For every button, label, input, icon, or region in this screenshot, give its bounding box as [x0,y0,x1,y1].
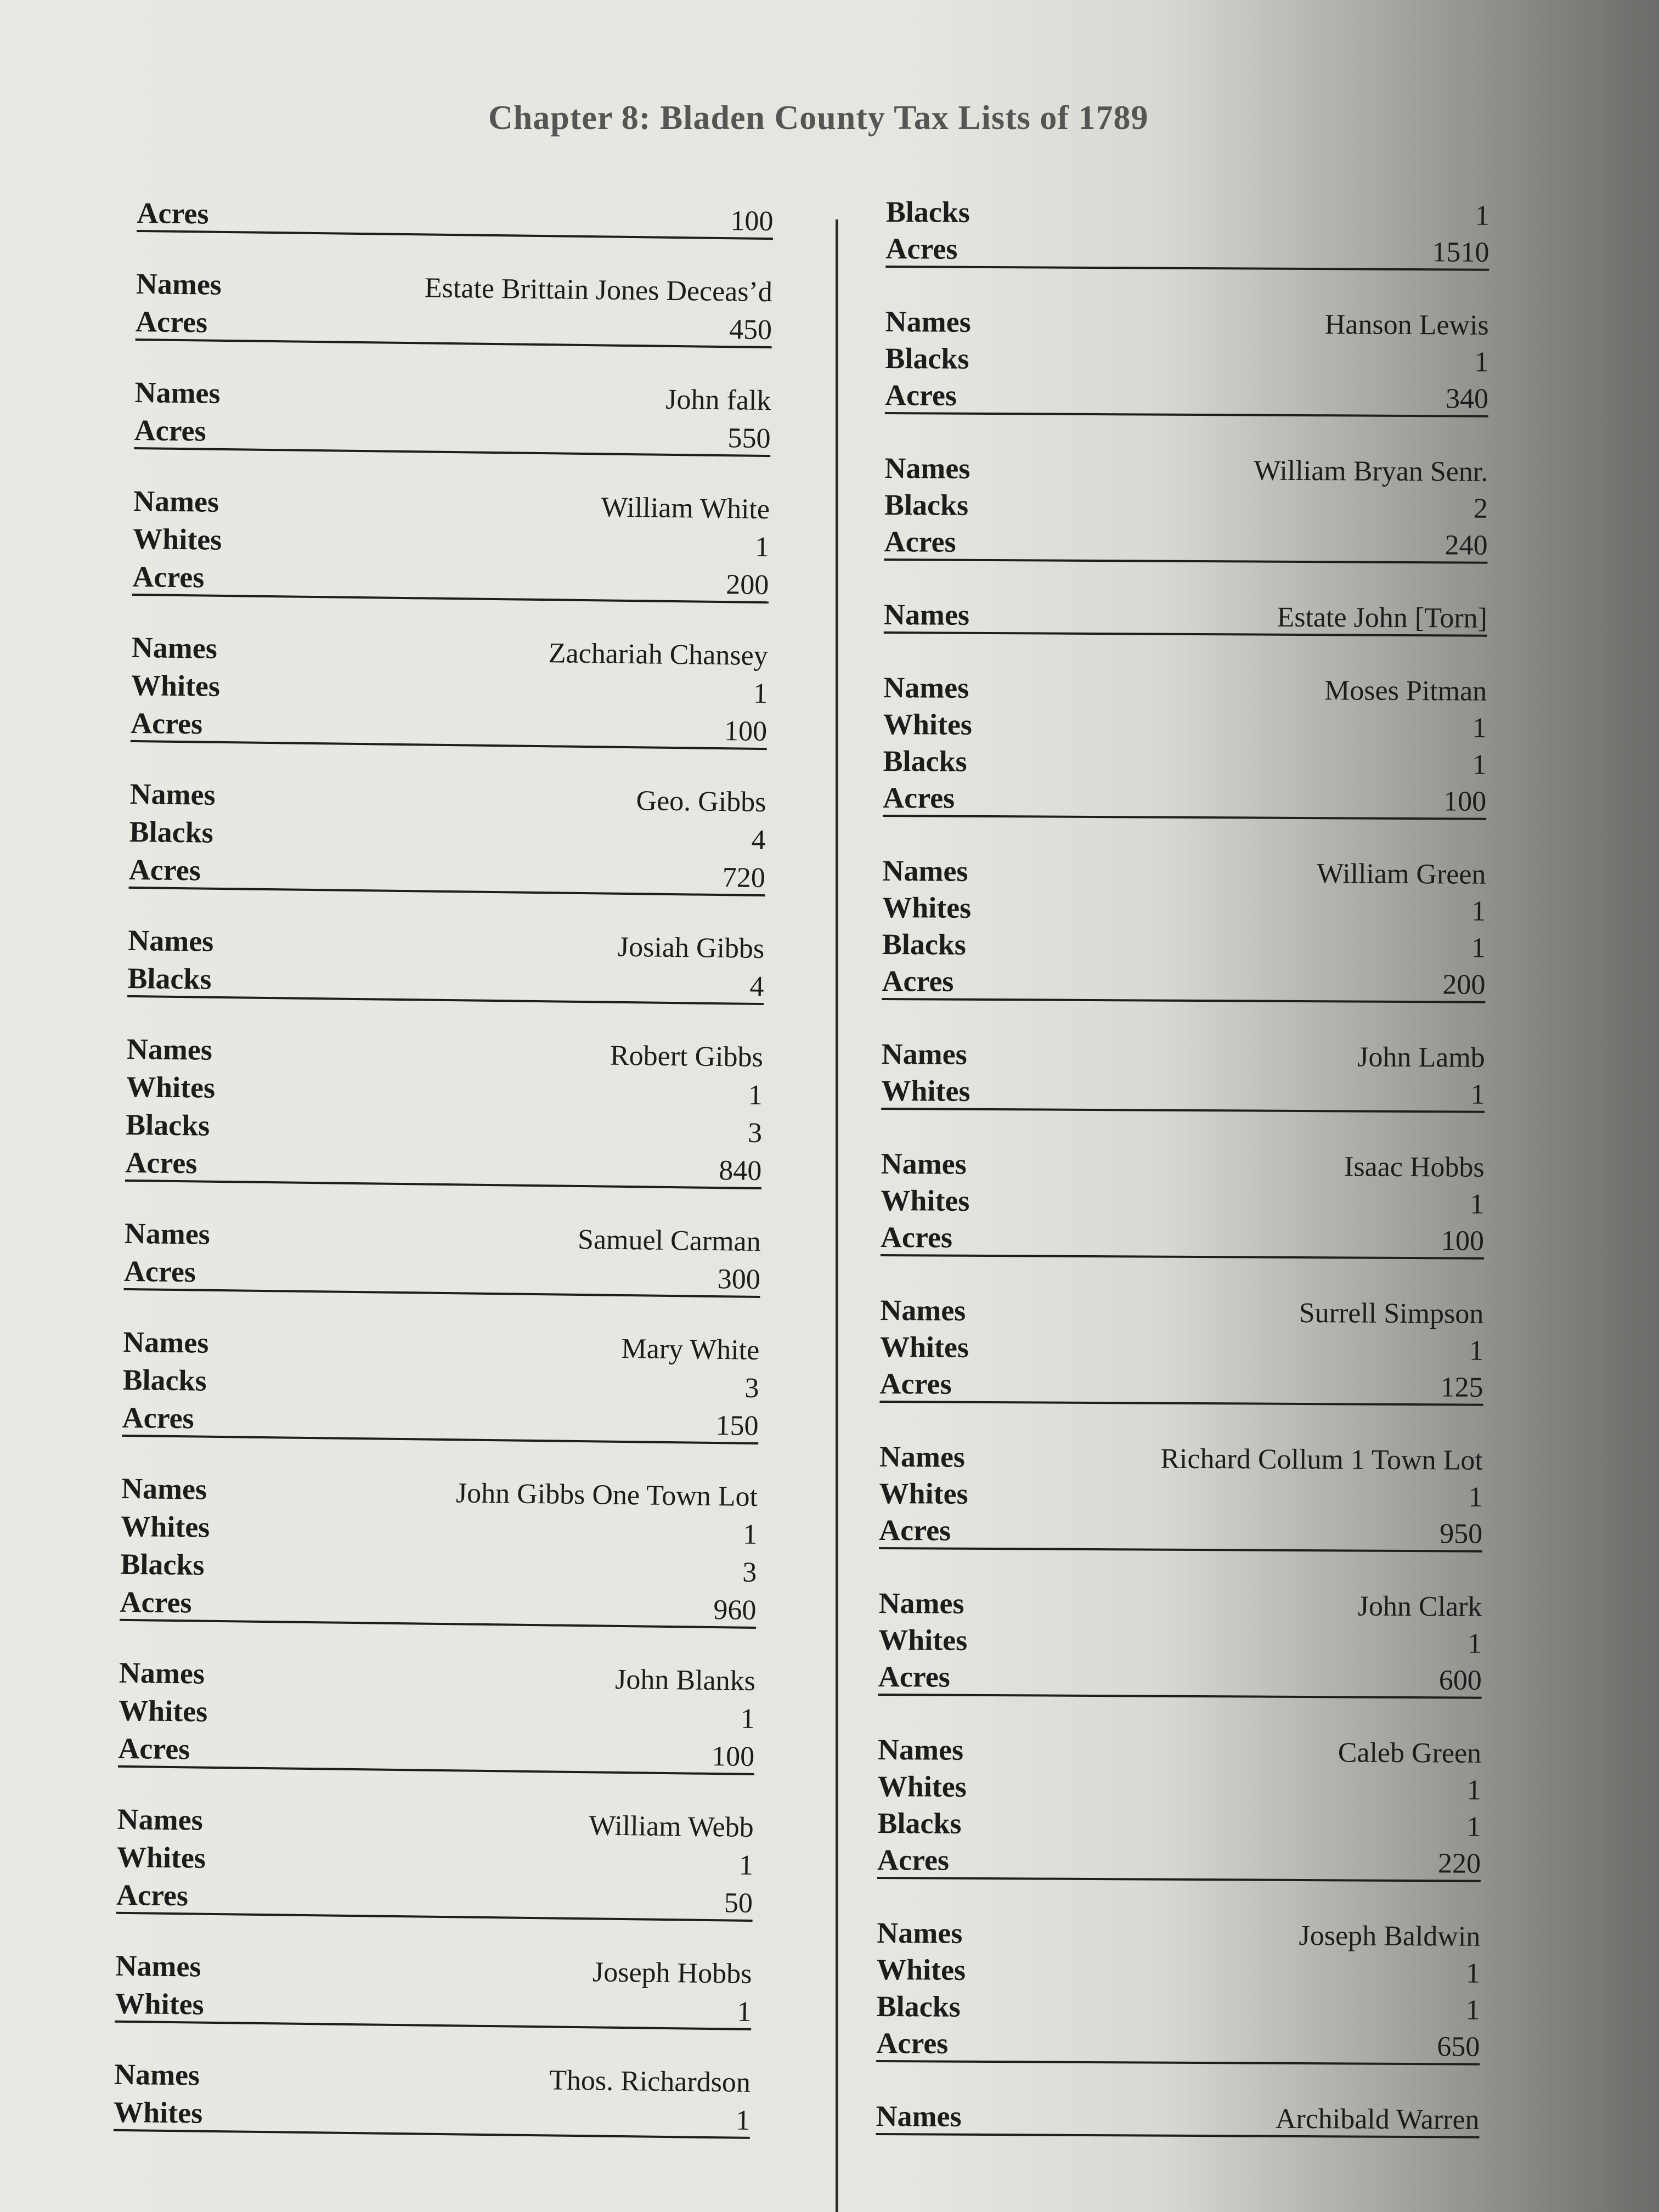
field-label: Blacks [883,744,967,778]
field-value: Estate Brittain Jones Deceas’d [424,272,773,308]
field-value: 1 [1466,1774,1481,1806]
record-line [118,1728,755,1775]
record-line [877,1950,1480,1990]
field-value: 2 [1473,493,1488,524]
tax-record [882,851,1486,1003]
field-value: William Green [1317,858,1486,890]
record-line [884,595,1487,637]
field-label: Acres [878,1660,950,1694]
record-line [124,1250,761,1298]
field-label: Whites [877,1769,967,1803]
tax-record [132,480,770,603]
field-label: Whites [876,1953,966,1987]
field-label: Acres [134,413,207,448]
field-value: John Gibbs One Town Lot [455,1477,758,1513]
tax-record [884,595,1487,637]
field-value: 1 [1468,1481,1483,1513]
record-line [878,1657,1482,1699]
field-label: Whites [131,668,221,703]
field-value: 4 [751,824,766,856]
field-label: Names [117,1802,204,1837]
field-value: Richard Collum 1 Town Lot [1160,1443,1483,1476]
field-label: Acres [876,2026,949,2060]
record-line [879,1474,1482,1514]
field-label: Whites [132,522,222,556]
field-value: 300 [717,1263,761,1296]
record-line [877,1803,1481,1843]
field-value: 960 [713,1594,757,1626]
field-label: Acres [885,232,958,266]
record-line [884,448,1488,488]
record-line [885,229,1489,271]
field-label: Names [877,1733,964,1767]
record-line [877,1840,1481,1882]
field-label: Whites [116,1840,206,1875]
field-value: 50 [724,1887,753,1919]
record-line [884,485,1488,525]
tax-record [877,1730,1481,1882]
field-value: 200 [725,569,769,601]
field-label: Acres [120,1585,192,1620]
field-value: 220 [1437,1848,1481,1880]
field-label: Names [884,451,970,485]
tax-record [134,371,771,457]
record-line [884,522,1487,564]
field-value: 1 [735,2104,751,2136]
field-label: Names [883,597,970,631]
record-line [879,1510,1482,1553]
field-label: Acres [879,1367,952,1401]
field-value: John Blanks [614,1663,756,1697]
record-line [878,1730,1481,1770]
tax-record [128,773,766,896]
field-value: 550 [727,422,771,455]
record-line [136,301,772,348]
field-value: Samuel Carman [577,1223,761,1258]
record-line [877,1987,1480,2027]
field-value: John Lamb [1357,1041,1485,1074]
field-value: William White [601,492,770,526]
field-value: 3 [744,1372,759,1404]
field-label: Names [121,1471,207,1506]
record-line [882,924,1486,964]
field-label: Names [881,1037,967,1071]
left-column [113,192,774,2170]
record-line [882,888,1486,928]
field-value: 125 [1440,1372,1483,1403]
field-label: Whites [879,1476,968,1510]
field-value: 600 [1438,1664,1482,1696]
field-value: 1 [1468,1628,1482,1660]
field-value: 1 [738,1849,754,1881]
page-title: Chapter 8: Bladen County Tax Lists of 1789 [488,99,1149,137]
record-line [883,704,1487,744]
field-value: Zachariah Chansey [548,637,769,672]
field-label: Acres [122,1401,195,1435]
field-value: 340 [1445,383,1489,415]
field-label: Blacks [122,1363,207,1397]
field-label: Whites [879,1330,969,1364]
field-value: 840 [718,1155,762,1187]
field-label: Blacks [884,488,969,522]
field-label: Acres [879,1513,951,1547]
tax-record [124,1212,761,1298]
tax-record [876,1913,1480,2066]
record-line [137,192,774,240]
tax-record [127,919,765,1005]
field-label: Names [123,1325,209,1359]
record-line [881,1181,1484,1221]
field-label: Whites [882,890,972,924]
field-label: Whites [883,707,973,741]
field-value: Josiah Gibbs [617,931,765,965]
field-value: Mary White [621,1333,760,1367]
field-label: Blacks [129,815,214,849]
record-line [876,2023,1480,2066]
field-label: Whites [115,1987,205,2021]
field-label: Names [126,1032,213,1066]
field-value: 650 [1437,2031,1480,2063]
tax-record [883,668,1487,820]
record-line [127,957,764,1005]
tax-record [881,1034,1485,1113]
field-label: Names [131,630,218,665]
field-label: Acres [123,1254,196,1289]
field-value: 950 [1440,1518,1483,1550]
record-line [122,1397,759,1444]
field-value: 1 [1471,895,1486,927]
field-label: Names [879,1440,966,1474]
record-line [885,375,1488,417]
record-line [114,2091,751,2139]
record-line [876,2096,1479,2138]
record-line [885,302,1489,342]
field-label: Blacks [876,1989,961,2023]
field-value: Archibald Warren [1275,2103,1480,2136]
field-value: 1 [1471,932,1486,964]
tax-record [122,1321,759,1444]
record-line [883,668,1487,708]
tax-record [137,192,774,240]
tax-record [881,1144,1485,1260]
field-label: Acres [882,964,954,998]
record-line [881,1144,1485,1184]
field-value: 100 [730,205,774,238]
field-value: 3 [747,1117,763,1149]
field-label: Names [133,484,219,518]
field-label: Acres [884,524,956,558]
field-label: Whites [118,1694,208,1728]
tax-record [879,1290,1483,1406]
record-line [882,851,1486,891]
record-line [883,741,1486,781]
field-value: 200 [1442,969,1486,1001]
field-value: 100 [1443,786,1487,817]
field-label: Names [114,2057,200,2092]
field-value: 1 [1475,200,1489,232]
record-line [885,338,1488,379]
field-value: Isaac Hobbs [1344,1151,1485,1183]
field-value: John falk [665,383,771,417]
record-line [881,1071,1485,1113]
field-value: 240 [1444,529,1488,561]
field-value: 1 [1466,1811,1481,1843]
tax-record [878,1583,1482,1699]
field-label: Names [136,267,222,301]
field-label: Acres [880,1220,953,1254]
record-line [877,1913,1480,1953]
field-label: Whites [120,1509,210,1544]
field-label: Acres [116,1878,189,1912]
record-line [134,409,771,457]
record-line [886,192,1489,232]
record-line [878,1620,1482,1660]
field-value: 1 [748,1079,763,1111]
field-label: Acres [883,781,955,815]
field-value: 1 [1474,346,1489,378]
field-value: 1 [1465,1994,1480,2026]
field-value: 4 [749,970,764,1003]
field-label: Acres [877,1843,950,1877]
record-line [881,1217,1484,1260]
field-label: Blacks [127,961,212,996]
field-value: 1 [1465,1957,1481,1989]
tax-record [131,627,768,750]
field-value: Surrell Simpson [1299,1297,1484,1330]
field-value: 1 [1470,1188,1485,1220]
field-label: Names [134,375,221,410]
field-label: Blacks [885,195,970,229]
tax-record [876,2096,1479,2138]
field-label: Whites [881,1074,970,1108]
field-value: 1 [754,531,770,563]
field-value: 450 [729,314,772,346]
field-label: Acres [128,853,201,887]
field-value: William Webb [588,1810,754,1843]
field-value: 100 [711,1741,755,1773]
field-value: 720 [722,862,766,894]
field-label: Acres [125,1146,198,1180]
tax-record [879,1437,1483,1553]
field-value: Moses Pitman [1324,675,1487,707]
field-label: Whites [126,1070,216,1104]
tax-record [884,448,1488,564]
tax-record [118,1652,755,1775]
field-value: 1 [753,678,768,710]
field-label: Names [880,1293,966,1327]
field-value: 100 [724,715,768,748]
field-label: Blacks [125,1108,210,1142]
field-value: 1510 [1432,236,1489,268]
field-label: Whites [878,1623,968,1657]
record-line [880,1290,1483,1330]
field-label: Acres [135,304,208,339]
tax-record [885,192,1489,271]
record-line [878,1767,1481,1807]
field-value: 1 [742,1519,758,1550]
record-line [883,778,1486,820]
record-line [125,1142,762,1189]
field-label: Names [883,670,969,704]
field-label: Names [878,1586,964,1620]
field-label: Blacks [120,1547,205,1582]
field-value: Robert Gibbs [610,1040,764,1074]
record-line [882,1034,1485,1074]
field-label: Blacks [877,1806,962,1840]
right-column [876,192,1489,2172]
field-value: Hanson Lewis [1324,309,1489,341]
field-label: Names [885,304,971,338]
field-value: 1 [1472,712,1487,744]
record-line [120,1581,757,1629]
field-label: Names [881,1147,967,1181]
tax-record [120,1468,758,1629]
field-label: Acres [130,706,203,741]
field-value: 1 [1472,749,1487,781]
field-value: William Bryan Senr. [1254,455,1488,488]
field-value: Caleb Green [1338,1737,1482,1769]
record-line [132,556,769,603]
tax-record [125,1028,763,1189]
field-value: 150 [715,1410,759,1442]
field-label: Whites [881,1183,970,1217]
record-line [128,849,765,896]
record-line [115,1983,752,2030]
record-line [879,1437,1483,1477]
tax-record [116,1798,754,1922]
record-line [131,702,768,750]
tax-record [885,302,1489,417]
field-value: 3 [742,1556,757,1588]
field-label: Whites [113,2095,203,2130]
field-value: 1 [740,1703,755,1735]
tax-record [115,1945,752,2030]
field-label: Acres [132,560,205,594]
record-line [116,1874,753,1922]
field-label: Names [119,1656,205,1690]
tax-record [136,263,773,348]
record-line [882,961,1485,1003]
column-divider [836,219,838,2212]
field-value: John Clark [1357,1590,1482,1623]
field-value: Joseph Baldwin [1299,1920,1481,1953]
field-label: Acres [137,196,209,230]
field-value: Thos. Richardson [549,2064,751,2098]
field-value: 100 [1441,1225,1485,1257]
field-label: Acres [884,378,957,412]
field-label: Names [876,2099,962,2133]
record-line [880,1327,1483,1367]
record-line [879,1364,1483,1406]
field-value: 1 [737,1996,752,2028]
field-value: 1 [1470,1079,1485,1110]
field-value: Geo. Gibbs [636,785,766,819]
field-label: Blacks [885,341,969,375]
field-label: Blacks [882,927,967,961]
field-label: Names [882,854,968,888]
field-label: Names [877,1916,963,1950]
field-label: Names [115,1949,201,1983]
field-label: Names [129,777,216,811]
field-label: Names [124,1216,211,1251]
field-value: Estate John [Torn] [1277,601,1488,634]
field-label: Names [127,923,214,958]
field-label: Acres [117,1731,190,1766]
field-value: 1 [1469,1335,1484,1367]
tax-record [114,2053,751,2139]
record-line [878,1583,1482,1623]
field-value: Joseph Hobbs [592,1956,752,1990]
